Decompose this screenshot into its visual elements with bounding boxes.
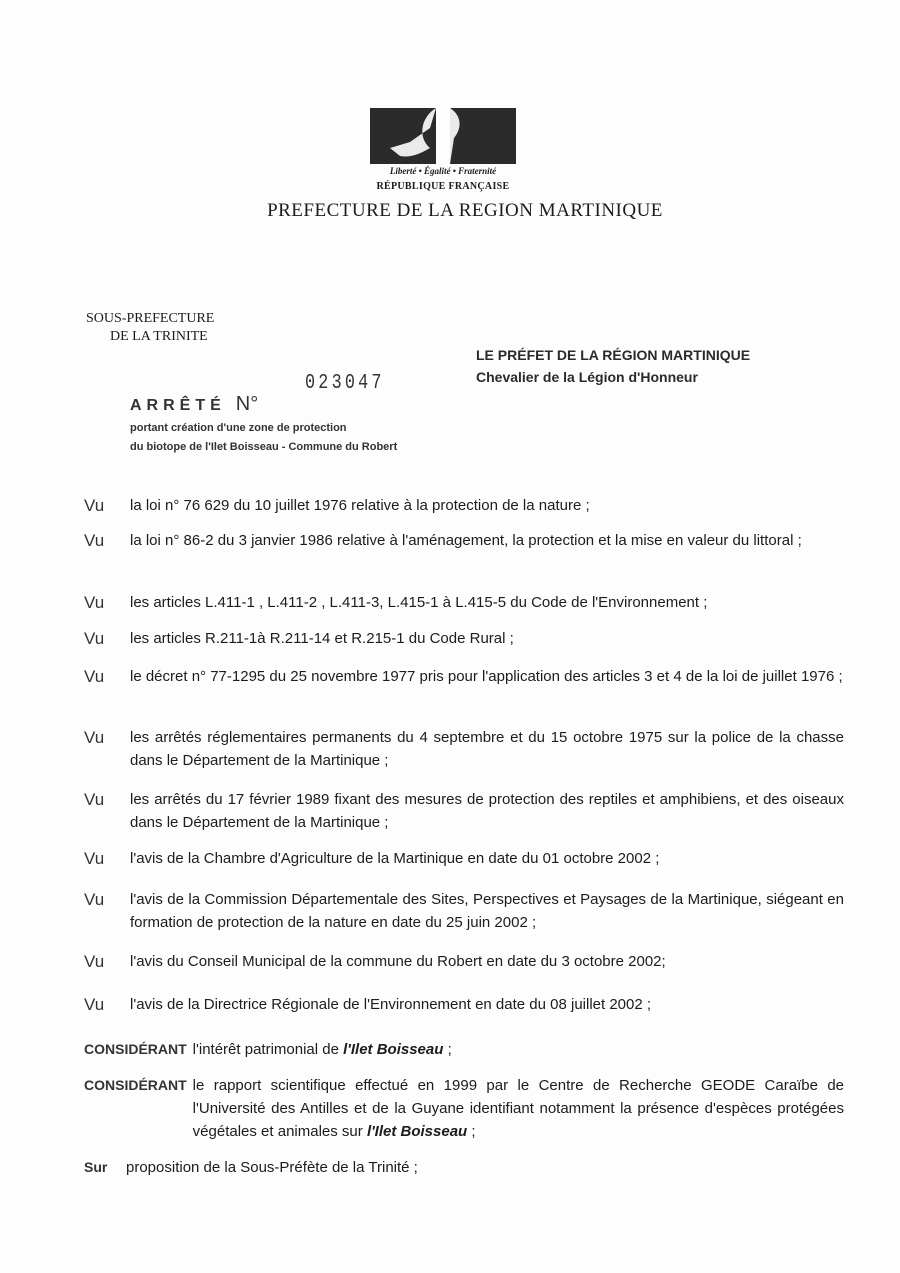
sur-label: Sur bbox=[84, 1159, 108, 1175]
vu-label: Vu bbox=[84, 952, 105, 971]
considerant-label: CONSIDÉRANT bbox=[84, 1077, 187, 1093]
republic-label: RÉPUBLIQUE FRANÇAISE bbox=[376, 181, 510, 192]
considerant-end: ; bbox=[467, 1123, 476, 1140]
vu-item bbox=[84, 788, 844, 834]
vu-label: Vu bbox=[84, 790, 105, 809]
vu-item bbox=[84, 888, 844, 934]
considerant-emphasis: l'Ilet Boisseau bbox=[366, 1123, 468, 1140]
vu-item bbox=[84, 847, 844, 870]
vu-item bbox=[84, 665, 844, 688]
sous-prefecture-line: SOUS-PREFECTURE bbox=[86, 311, 215, 326]
prefet-title: LE PRÉFET DE LA RÉGION MARTINIQUE bbox=[476, 347, 751, 363]
prefet-block bbox=[476, 344, 750, 388]
considerant-end: ; bbox=[443, 1041, 452, 1058]
vu-text: l'avis de la Directrice Régionale de l'Environnement en date du 08 juillet 2002 ; bbox=[130, 996, 652, 1013]
vu-label: Vu bbox=[84, 890, 105, 909]
vu-text: l'avis de la Commission Départementale des Sites, Perspectives et Paysages de la Martinique, siégeant en formation de protection de la nature en date du 25 juin 2002 ; bbox=[130, 891, 844, 931]
vu-text: les arrêtés réglementaires permanents du 4 septembre et du 15 octobre 1975 sur la police de la chasse dans le Département de la Martinique ; bbox=[130, 729, 844, 769]
sous-prefecture-line: DE LA TRINITE bbox=[110, 329, 208, 344]
arrete-label: ARRÊTÉ bbox=[130, 397, 226, 414]
arrete-subject bbox=[130, 419, 397, 457]
vu-text: la loi n° 76 629 du 10 juillet 1976 relative à la protection de la nature ; bbox=[130, 497, 590, 514]
arrete-number: 023047 bbox=[305, 372, 385, 395]
prefecture-title: PREFECTURE DE LA REGION MARTINIQUE bbox=[267, 200, 663, 221]
considerant-text: l'intérêt patrimonial de bbox=[192, 1041, 344, 1058]
vu-label: Vu bbox=[84, 531, 105, 550]
vu-label: Vu bbox=[84, 629, 105, 648]
subject-line: du biotope de l'Ilet Boisseau - Commune du Robert bbox=[130, 441, 398, 453]
vu-text: l'avis du Conseil Municipal de la commune du Robert en date du 3 octobre 2002; bbox=[130, 953, 666, 970]
vu-label: Vu bbox=[84, 667, 105, 686]
vu-item bbox=[84, 529, 844, 552]
sur-text: proposition de la Sous-Préfète de la Trinité ; bbox=[126, 1159, 418, 1176]
considerant-text: le rapport scientifique effectué en 1999 par le Centre de Recherche GEODE Caraïbe de l'Université des Antilles et de la Guyane identifiant notamment la présence d'espèces protégées végétales et animales sur bbox=[192, 1077, 844, 1140]
considerant-item bbox=[84, 1038, 844, 1061]
vu-text: la loi n° 86-2 du 3 janvier 1986 relative à l'aménagement, la protection et la mise en valeur du littoral ; bbox=[130, 532, 802, 549]
motto: Liberté • Égalité • Fraternité bbox=[389, 166, 497, 176]
vu-text: les articles R.211-1à R.211-14 et R.215-1 du Code Rural ; bbox=[130, 630, 514, 647]
vu-label: Vu bbox=[84, 496, 105, 515]
prefet-subtitle: Chevalier de la Légion d'Honneur bbox=[476, 369, 698, 385]
marianne-logo bbox=[370, 108, 516, 164]
vu-item bbox=[84, 627, 844, 650]
sous-prefecture bbox=[86, 310, 214, 346]
vu-text: les arrêtés du 17 février 1989 fixant des mesures de protection des reptiles et amphibiens, et des oiseaux dans le Département de la Martinique ; bbox=[130, 791, 844, 831]
vu-item bbox=[84, 591, 844, 614]
vu-label: Vu bbox=[84, 849, 105, 868]
arrete-no: N° bbox=[235, 393, 259, 415]
vu-item bbox=[84, 950, 844, 973]
vu-label: Vu bbox=[84, 728, 105, 747]
arrete-heading bbox=[130, 393, 258, 416]
vu-item bbox=[84, 726, 844, 772]
vu-text: le décret n° 77-1295 du 25 novembre 1977 pris pour l'application des articles 3 et 4 de la loi de juillet 1976 ; bbox=[130, 668, 843, 685]
considerant-emphasis: l'Ilet Boisseau bbox=[343, 1041, 444, 1058]
vu-text: l'avis de la Chambre d'Agriculture de la Martinique en date du 01 octobre 2002 ; bbox=[130, 850, 660, 867]
subject-line: portant création d'une zone de protection bbox=[130, 422, 347, 434]
vu-item bbox=[84, 993, 844, 1016]
vu-label: Vu bbox=[84, 995, 105, 1014]
considerant-item bbox=[84, 1074, 844, 1143]
vu-label: Vu bbox=[84, 593, 105, 612]
vu-item bbox=[84, 494, 844, 517]
vu-text: les articles L.411-1 , L.411-2 , L.411-3, L.415-1 à L.415-5 du Code de l'Environnement ; bbox=[130, 594, 708, 611]
considerant-label: CONSIDÉRANT bbox=[84, 1041, 187, 1057]
sur-item bbox=[84, 1156, 844, 1179]
